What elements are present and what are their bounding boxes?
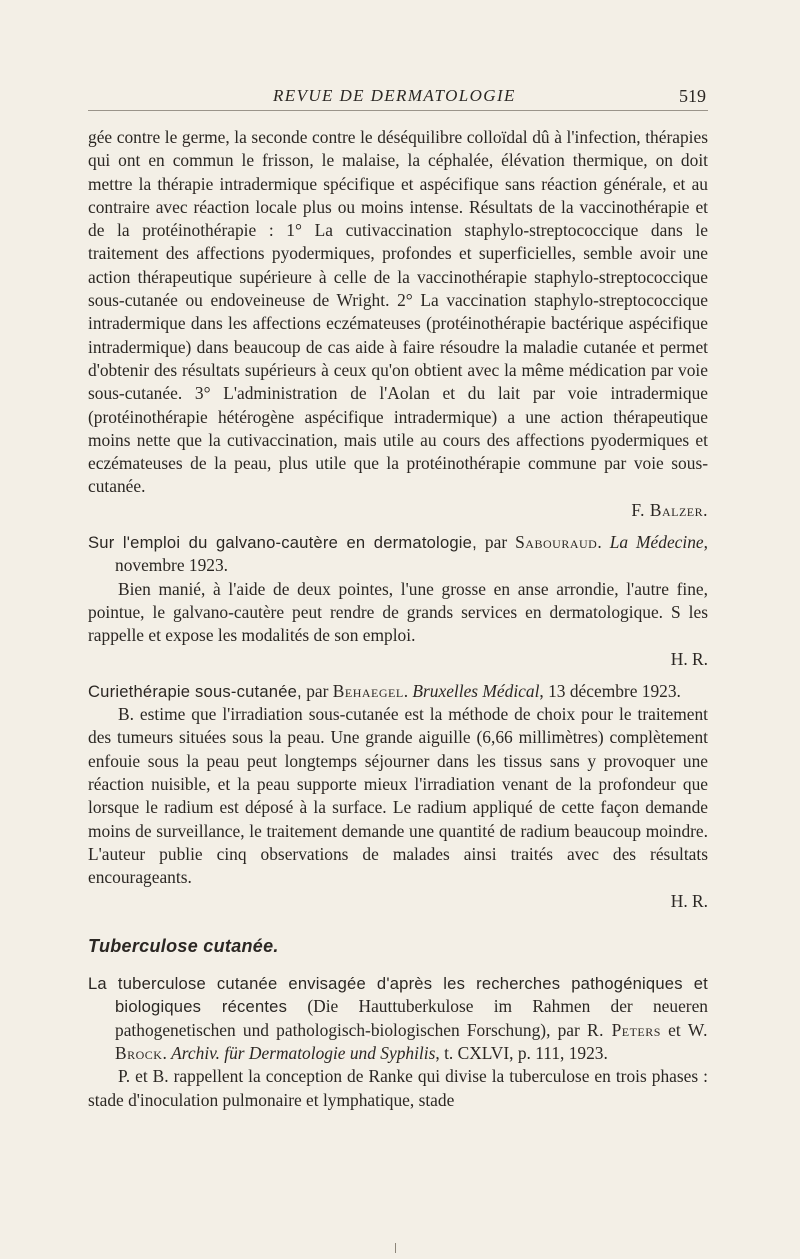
- entry-galvano-body: Bien manié, à l'aide de deux pointes, l'une grosse en anse arrondie, l'autre fine, pointue, le galvano-cautère peut rendre de grands services en dermatologique. S les rappelle et expose les modalités de son emploi.: [88, 578, 708, 646]
- page-edge-mark: [395, 1243, 402, 1253]
- entry-galvano-title: Sur l'emploi du galvano-cautère en dermatologie,: [88, 533, 477, 553]
- entry-curie-date: , 13 décembre 1923.: [539, 680, 681, 701]
- entry-curie-author: Behaegel: [332, 680, 404, 701]
- citation-period: .: [162, 1042, 172, 1063]
- entry-tuberculose-author1: R. Peters: [586, 1019, 661, 1040]
- entry-tuberculose-body: P. et B. rappellent la conception de Ranke qui divise la tuberculose en trois phases : stade d'inoculation pulmonaire et lymphatique, stade: [88, 1066, 708, 1110]
- citation-period: .: [403, 680, 413, 701]
- page-number: 519: [679, 86, 706, 106]
- entry-curie-citation: [88, 680, 708, 703]
- entry-tuberculose-citation: [88, 972, 708, 1065]
- entry-curie-title: Curiethérapie sous-cutanée,: [88, 681, 302, 701]
- entry-tuberculose-title: La tuberculose cutanée envisagée d'après les recherches pathogéniques et biologiques récentes: [88, 974, 708, 1017]
- citation-by: par: [301, 680, 333, 701]
- running-title: REVUE DE DERMATOLOGIE: [273, 86, 516, 105]
- article-body: [88, 126, 708, 1112]
- header-rule: [88, 110, 708, 111]
- entry-galvano-signature: H. R.: [670, 648, 708, 669]
- entry-galvano-author: Sabouraud: [515, 532, 598, 553]
- entry-curie-journal: Bruxelles Médical: [412, 680, 540, 701]
- citation-by: par: [476, 532, 516, 553]
- running-head: [88, 86, 708, 110]
- entry-curie-signature: H. R.: [670, 890, 708, 911]
- citation-period: .: [597, 532, 610, 553]
- entry-tuberculose-ref: , t. CXLVI, p. 111, 1923.: [435, 1042, 608, 1063]
- entry-galvano-journal: La Médecine: [609, 532, 704, 553]
- entry-curie-body: B. estime que l'irradiation sous-cutanée est la méthode de choix pour le traitement des tumeurs situées sous la peau. Une grande aiguille (6,66 millimètres) complètement enfouie sous la peau peut longtemps séjourner dans les tissus sans y provoquer une réaction nuisible, et la peau supporte mieux l'irradiation venant de la profondeur que lorsque le radium est déposé à la surface. Le radium appliqué de cette façon demande moins de surveillance, le traitement demande une quantité de radium beaucoup moindre. L'auteur publie cinq observations de malades ainsi traités avec des résultats encourageants.: [88, 704, 708, 888]
- entry-tuberculose-german: (Die Hauttuberkulose im Rahmen der neueren pathogenetischen und pathologisch-biologischen Forschung), par: [115, 996, 709, 1040]
- entry-tuberculose-journal: Archiv. für Dermatologie und Syphilis: [171, 1042, 436, 1063]
- entry-galvano-citation: [88, 531, 708, 578]
- paragraph-continuation: gée contre le germe, la seconde contre le déséquilibre colloïdal dû à l'infection, thérapies qui ont en commun le frisson, le malaise, la céphalée, élévation thermique, on doit mettre la thérapie intradermique spécifique et aspécifique sans réaction générale, et au contraire avec réaction locale plus ou moins intense. Résultats de la vaccinothérapie et de la protéinothérapie : 1° La cutivaccination staphylo-streptococcique dans le traitement des affections pyodermiques, profondes et superficielles, semble avoir une action thérapeutique supérieure à celle de la vaccinothérapie staphylo-streptococcique sous-cutanée ou endoveineuse de Wright. 2° La vaccination staphylo-streptococcique intradermique dans les affections eczémateuses (protéinothérapie bactérique aspécifique intradermique) dans beaucoup de cas aide à faire résoudre la maladie cutanée et permet d'obtenir des résultats supérieurs à ceux qu'on obtient avec la même médication par voie sous-cutanée. 3° L'administration de l'Aolan et du lait par voie intradermique (protéinothérapie hétérogène aspécifique intradermique) a une action thérapeutique moins nette que la cutivaccination, mais utile au cours des affections pyodermiques et eczémateuses de la peau, plus utile que la protéinothérapie commune par voie sous-cutanée.: [88, 127, 708, 497]
- entry-tuberculose-author2: W. Brock: [115, 1019, 708, 1063]
- signature-balzer: F. Balzer.: [631, 499, 708, 520]
- entry-galvano-date: , novembre 1923.: [115, 532, 708, 576]
- section-heading: Tuberculose cutanée.: [88, 935, 279, 956]
- citation-and: et: [660, 1019, 688, 1040]
